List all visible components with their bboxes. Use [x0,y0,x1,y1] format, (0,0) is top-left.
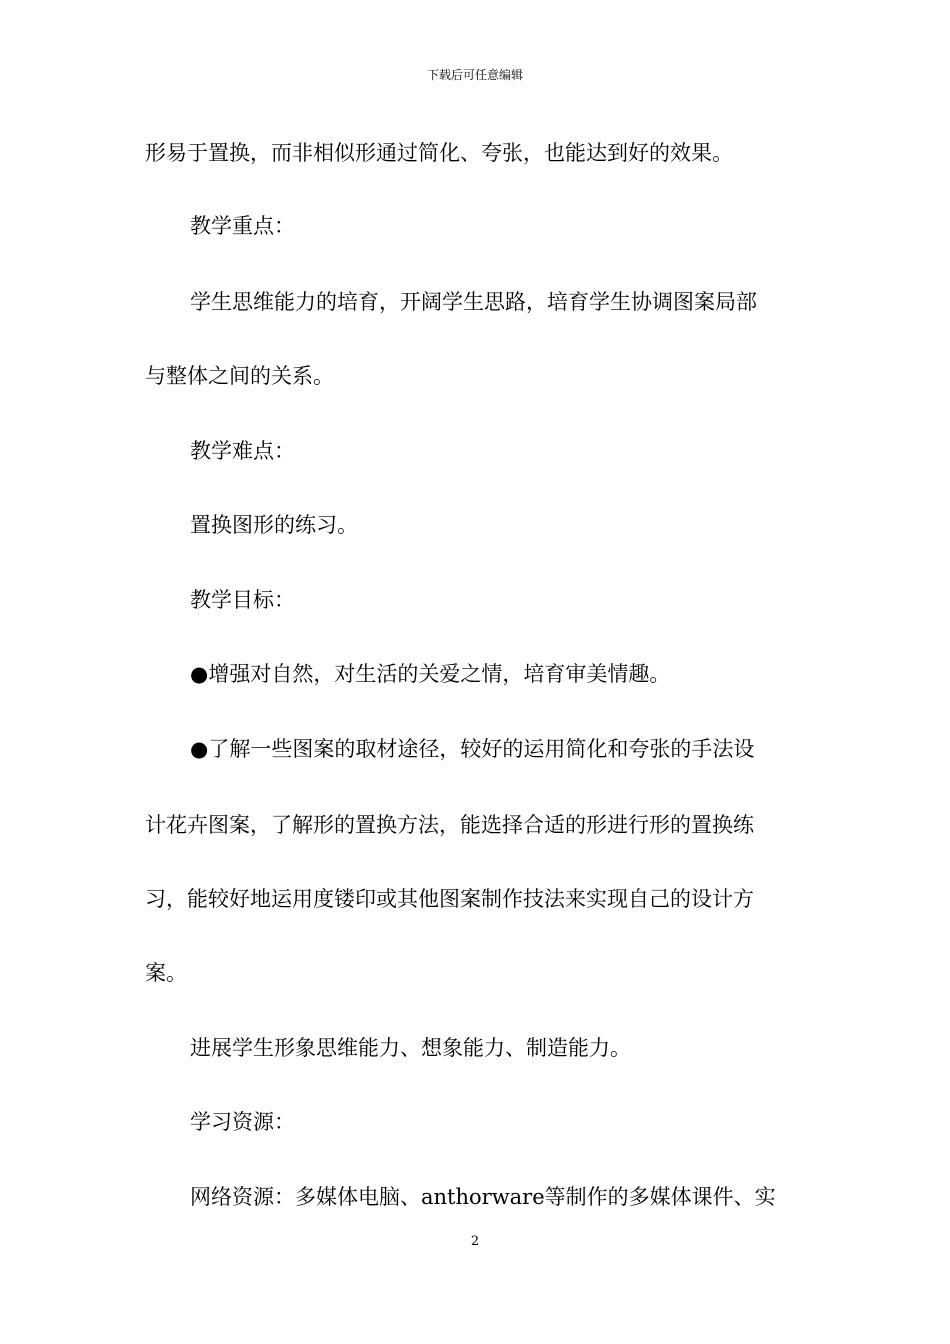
body-line: 形易于置换，而非相似形通过简化、夸张，也能达到好的效果。 [145,141,733,165]
body-line: 进展学生形象思维能力、想象能力、制造能力。 [190,1036,631,1060]
body-line: 计花卉图案，了解形的置换方法，能选择合适的形进行形的置换练 [145,813,754,837]
body-line: 案。 [145,961,187,985]
section-heading-key-points: 教学重点： [190,214,295,238]
section-heading-resources: 学习资源： [190,1110,295,1134]
page-header: 下载后可任意编辑 [426,68,523,82]
body-line: 学生思维能力的培育，开阔学生思路，培育学生协调图案局部 [190,290,757,314]
body-line: 置换图形的练习。 [190,513,358,537]
section-heading-difficulties: 教学难点： [190,439,295,463]
section-heading-objectives: 教学目标： [190,588,295,612]
bullet-item: ●了解一些图案的取材途径，较好的运用简化和夸张的手法设 [190,737,755,761]
body-line: 习，能较好地运用度镂印或其他图案制作技法来实现自己的设计方 [145,887,754,911]
page-number: 2 [470,1234,480,1249]
bullet-item: ●增强对自然，对生活的关爱之情，培育审美情趣。 [190,662,671,686]
body-line: 网络资源：多媒体电脑、anthorware等制作的多媒体课件、实 [190,1185,776,1209]
body-line: 与整体之间的关系。 [145,364,334,388]
